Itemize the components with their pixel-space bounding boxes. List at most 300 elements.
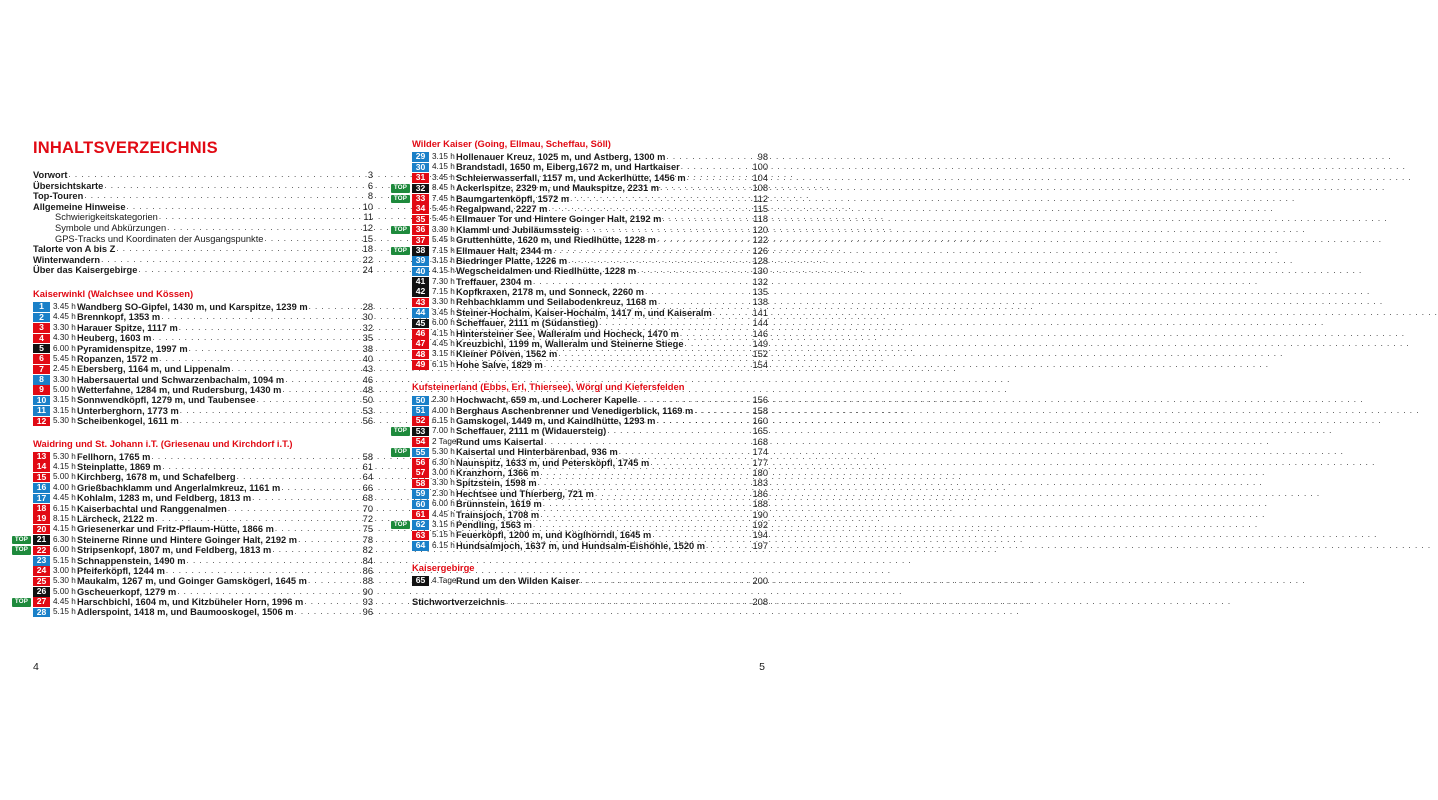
dot-leader (607, 426, 751, 436)
tour-number-badge: 20 (33, 525, 50, 535)
tour-page: 112 (753, 193, 768, 204)
tour-entry[interactable] (33, 302, 373, 312)
tour-number-badge: 24 (33, 566, 50, 576)
tour-number-badge: 40 (412, 267, 429, 277)
tour-number-badge: 9 (33, 385, 50, 395)
dot-leader (159, 354, 362, 364)
dot-leader (156, 514, 362, 524)
tour-page: 197 (752, 540, 768, 551)
tour-label: Lärcheck, 2122 m (77, 513, 155, 524)
tour-duration: 5.45 h (432, 235, 455, 245)
toc-entry-label: Top-Touren (33, 191, 84, 202)
toc-entry-page: 12 (362, 222, 373, 233)
toc-entry-label: Vorwort (33, 170, 68, 180)
dot-leader (540, 510, 751, 520)
toc-entry[interactable] (33, 234, 373, 245)
tour-duration: 5.30 h (432, 447, 455, 457)
tour-entry[interactable] (412, 277, 768, 287)
tour-number-badge: 2 (33, 313, 50, 323)
tour-page: 61 (362, 462, 373, 473)
tour-duration: 5.30 h (53, 576, 76, 586)
tour-label: Schnappenstein, 1490 m (77, 555, 186, 566)
dot-leader (570, 194, 752, 204)
tour-page: 72 (362, 513, 373, 524)
tour-entry[interactable] (33, 354, 373, 364)
tour-entry[interactable] (33, 323, 373, 333)
tour-label: Gamskogel, 1449 m, und Kaindlhütte, 1293 m (456, 415, 656, 426)
dot-leader (580, 576, 751, 586)
tour-number-badge: 61 (412, 510, 429, 520)
tour-page: 68 (362, 493, 373, 504)
tour-entry[interactable] (412, 329, 768, 339)
toc-entry[interactable] (33, 170, 373, 181)
tour-label: Hechtsee und Thierberg, 721 m (456, 488, 594, 499)
dot-leader (595, 489, 752, 499)
tour-label: Hintersteiner See, Walleralm und Hocheck, 1470 m (456, 328, 679, 339)
dot-leader (116, 244, 361, 255)
toc-entry[interactable] (33, 191, 373, 202)
tour-duration: 4.15 h (432, 266, 455, 276)
tour-entry[interactable] (33, 406, 373, 416)
tour-label: Maukalm, 1267 m, und Goinger Gamskögerl, 1645 m (77, 576, 307, 587)
dot-leader (568, 256, 751, 266)
tour-label: Regalpwand, 2227 m (456, 203, 548, 214)
tour-page: 138 (752, 297, 768, 308)
tour-entry[interactable] (33, 416, 373, 426)
tour-page: 115 (753, 203, 768, 214)
dot-leader (657, 235, 752, 245)
tour-duration: 5.15 h (53, 607, 76, 617)
tour-duration: 5.15 h (53, 555, 76, 565)
tour-label: Scheffauer, 2111 m (Südanstieg) (456, 318, 599, 329)
tour-number-badge: 41 (412, 277, 429, 287)
dot-leader (272, 545, 361, 555)
tour-number-badge: 23 (33, 556, 50, 566)
tour-duration: 3.15 h (432, 349, 455, 359)
tour-entry[interactable] (412, 349, 768, 359)
tour-duration: 3.45 h (432, 172, 455, 182)
tour-number-badge: 45 (412, 319, 429, 329)
dot-leader (281, 483, 361, 493)
tour-number-badge: 43 (412, 298, 429, 308)
tour-page: 200 (752, 576, 768, 587)
tour-page: 190 (752, 509, 768, 520)
tour-number-badge: 8 (33, 375, 50, 385)
tour-page: 188 (752, 499, 768, 510)
top-tour-badge: TOP (12, 546, 31, 555)
toc-entry-stichwortverzeichnis[interactable] (412, 597, 768, 607)
tour-entry[interactable] (412, 458, 768, 468)
toc-entry-page: 6 (367, 180, 373, 191)
tour-label: Pyramidenspitze, 1997 m (77, 343, 188, 354)
tour-entry[interactable] (412, 360, 768, 370)
tour-page: 132 (752, 276, 768, 287)
tour-list-kufsteinerland (393, 394, 768, 551)
tour-entry[interactable] (412, 297, 768, 307)
tour-entry[interactable] (14, 596, 373, 608)
tour-page: 100 (752, 162, 768, 173)
tour-duration: 6.30 h (432, 457, 455, 467)
tour-number-badge: 63 (412, 531, 429, 541)
tour-entry[interactable] (33, 452, 373, 462)
tour-duration: 5.45 h (432, 214, 455, 224)
toc-title: INHALTSVERZEICHNIS (33, 139, 218, 157)
tour-duration: 3.15 h (53, 405, 76, 415)
tour-label: Baumgartenköpfl, 1572 m (456, 193, 570, 204)
dot-leader (308, 576, 362, 586)
tour-label: Treffauer, 2304 m (456, 276, 532, 287)
tour-entry[interactable] (393, 244, 768, 256)
tour-number-badge: 11 (33, 406, 50, 416)
dot-leader (599, 318, 751, 328)
tour-page: 88 (362, 576, 373, 587)
tour-page: 130 (752, 266, 768, 277)
top-tour-badge: TOP (391, 195, 410, 204)
dot-leader (159, 212, 363, 223)
tour-entry[interactable] (393, 192, 768, 204)
toc-entry[interactable] (33, 202, 373, 213)
toc-entry[interactable] (33, 223, 373, 234)
toc-entry[interactable] (33, 255, 373, 266)
tour-list-kaiserwinkl (33, 302, 373, 427)
tour-entry[interactable] (412, 530, 768, 540)
dot-leader (179, 323, 362, 333)
dot-leader (252, 493, 362, 503)
region-heading-waidring: Waidring und St. Johann i.T. (Griesenau und Kirchdorf i.T.) (33, 437, 293, 449)
tour-duration: 6.15 h (432, 540, 455, 550)
tour-duration: 4.15 h (432, 328, 455, 338)
tour-number-badge: 13 (33, 452, 50, 462)
tour-number-badge: 53 (412, 427, 429, 437)
tour-entry[interactable] (412, 173, 768, 183)
top-tour-badge: TOP (391, 427, 410, 436)
tour-duration: 3.15 h (432, 152, 455, 161)
tour-number-badge: 56 (412, 458, 429, 468)
tour-label: Sonnwendköpfl, 1279 m, und Taubensee (77, 395, 256, 406)
tour-duration: 3.30 h (53, 374, 76, 384)
tour-label: Hollenauer Kreuz, 1025 m, und Astberg, 1300 m (456, 152, 666, 162)
top-tour-badge: TOP (391, 184, 410, 193)
tour-label: Schleierwasserfall, 1157 m, und Ackerlhütte, 1456 m (456, 172, 686, 183)
dot-leader (275, 524, 362, 534)
dot-leader (548, 204, 752, 214)
tour-label: Rehbachklamm und Seilabodenkreuz, 1168 m (456, 297, 657, 308)
tour-number-badge: 4 (33, 334, 50, 344)
tour-label: Steinplatte, 1869 m (77, 462, 162, 473)
tour-page: 40 (362, 353, 373, 364)
dot-leader (660, 183, 751, 193)
tour-page: 75 (362, 524, 373, 535)
dot-leader (645, 287, 751, 297)
tour-duration: 3.30 h (432, 297, 455, 307)
dot-leader (298, 535, 362, 545)
toc-entry-page: 10 (362, 201, 373, 212)
tour-entry[interactable] (33, 483, 373, 493)
toc-entry[interactable] (33, 265, 373, 276)
tour-entry[interactable] (412, 308, 768, 318)
toc-entry-label: Winterwandern (33, 254, 101, 265)
toc-entry[interactable] (33, 244, 373, 255)
tour-number-badge: 51 (412, 406, 429, 416)
tour-duration: 5.45 h (53, 353, 76, 363)
tour-entry[interactable] (412, 576, 768, 586)
tour-duration: 6.15 h (432, 359, 455, 369)
tour-entry[interactable] (33, 462, 373, 472)
tour-entry[interactable] (412, 214, 768, 224)
dot-leader (652, 530, 751, 540)
tour-number-badge: 22 (33, 546, 50, 556)
dot-leader (231, 364, 361, 374)
tour-entry[interactable] (33, 364, 373, 374)
tour-page: 174 (752, 447, 768, 458)
tour-entry[interactable] (412, 416, 768, 426)
tour-page: 46 (362, 374, 373, 385)
dot-leader (187, 556, 362, 566)
toc-entry-page: 24 (362, 265, 373, 276)
tour-entry[interactable] (412, 204, 768, 214)
dot-leader (264, 234, 361, 245)
tour-list-kaisergebirge (412, 576, 768, 586)
tour-page: 82 (362, 545, 373, 556)
tour-page: 165 (752, 426, 768, 437)
dot-leader (506, 597, 751, 607)
dot-leader (189, 344, 362, 354)
tour-number-badge: 12 (33, 417, 50, 427)
tour-label: Berghaus Aschenbrenner und Venedigerblick, 1169 m (456, 405, 694, 416)
tour-duration: 3.45 h (53, 301, 76, 311)
tour-duration: 5.45 h (432, 203, 455, 213)
tour-entry[interactable] (33, 556, 373, 566)
dot-leader (680, 329, 752, 339)
tour-duration: 5.00 h (53, 586, 76, 596)
tour-entry[interactable] (33, 472, 373, 482)
tour-entry[interactable] (33, 576, 373, 586)
tour-label: Hochwacht, 659 m, und Locherer Kapelle (456, 395, 638, 406)
tour-duration: 3.30 h (432, 224, 455, 234)
tour-page: 104 (752, 172, 768, 183)
top-tour-badge: TOP (391, 247, 410, 256)
dot-leader (294, 607, 361, 617)
tour-label: Ackerlspitze, 2329 m, und Maukspitze, 2231 m (456, 183, 660, 194)
tour-label: Ellmauer Tor und Hintere Goinger Halt, 2192 m (456, 214, 662, 225)
toc-entry[interactable] (33, 181, 373, 192)
tour-page: 183 (752, 478, 768, 489)
tour-entry[interactable] (393, 425, 768, 437)
tour-page: 154 (752, 359, 768, 370)
tour-label: Griesenerkar und Fritz-Pflaum-Hütte, 1866 m (77, 524, 274, 535)
tour-entry[interactable] (33, 587, 373, 597)
toc-entry-page: 18 (362, 244, 373, 255)
tour-page: 90 (362, 586, 373, 597)
tour-page: 149 (752, 339, 768, 350)
tour-label: Spitzstein, 1598 m (456, 478, 537, 489)
tour-entry[interactable] (412, 318, 768, 328)
tour-label: Hohe Salve, 1829 m (456, 359, 543, 370)
dot-leader (666, 152, 756, 162)
dot-leader (104, 181, 367, 192)
tour-entry[interactable] (33, 312, 373, 322)
tour-number-badge: 15 (33, 473, 50, 483)
tour-entry[interactable] (412, 266, 768, 276)
tour-page: 78 (362, 534, 373, 545)
tour-label: Kopfkraxen, 2178 m, und Sonneck, 2260 m (456, 287, 645, 298)
tour-number-badge: 60 (412, 500, 429, 510)
top-tour-badge: TOP (12, 536, 31, 545)
tour-label: Wegscheidalmen und Riedlhütte, 1228 m (456, 266, 637, 277)
dot-leader (68, 170, 366, 181)
tour-label: Gruttenhütte, 1620 m, und Riedlhütte, 1228 m (456, 235, 656, 246)
tour-entry[interactable] (393, 182, 768, 194)
tour-duration: 7.00 h (432, 426, 455, 436)
tour-entry[interactable] (412, 499, 768, 509)
tour-page: 152 (752, 349, 768, 360)
toc-entry-label: Symbole und Abkürzungen (55, 222, 167, 233)
dot-leader (553, 246, 751, 256)
left-column (14, 138, 373, 618)
tour-entry[interactable] (33, 504, 373, 514)
tour-entry[interactable] (33, 333, 373, 343)
tour-duration: 4.45 h (432, 339, 455, 349)
tour-page: 146 (752, 328, 768, 339)
tour-entry[interactable] (33, 524, 373, 534)
dot-leader (180, 416, 362, 426)
tour-duration: 5.00 h (53, 385, 76, 395)
tour-entry[interactable] (33, 375, 373, 385)
dot-leader (543, 499, 752, 509)
tour-number-badge: 57 (412, 468, 429, 478)
tour-page: 86 (362, 565, 373, 576)
tour-number-badge: 26 (33, 587, 50, 597)
dot-leader (161, 312, 361, 322)
tour-label: Biedringer Platte, 1226 m (456, 255, 568, 266)
tour-page: 84 (362, 555, 373, 566)
tour-entry[interactable] (393, 224, 768, 235)
tour-entry[interactable] (412, 395, 768, 405)
tour-duration: 2.45 h (53, 364, 76, 374)
region-heading-kaisergebirge: Kaisergebirge (412, 562, 475, 574)
tour-label: Kranzhorn, 1366 m (456, 467, 540, 478)
tour-entry[interactable] (412, 468, 768, 478)
dot-leader (650, 458, 751, 468)
tour-label: Harschbichl, 1604 m, und Kitzbüheler Horn, 1996 m (77, 597, 304, 608)
tour-number-badge: 44 (412, 308, 429, 318)
dot-leader (619, 447, 752, 457)
tour-page: 122 (752, 235, 768, 246)
tour-entry[interactable] (412, 152, 768, 162)
tour-page: 32 (362, 322, 373, 333)
tour-duration: 7.30 h (432, 276, 455, 286)
dot-leader (282, 385, 361, 395)
tour-number-badge: 36 (412, 225, 429, 235)
tour-entry[interactable] (14, 534, 373, 545)
tour-entry[interactable] (412, 256, 768, 266)
left-page (0, 0, 400, 800)
tour-duration: 5.30 h (53, 451, 76, 461)
tour-entry[interactable] (33, 395, 373, 405)
tour-entry[interactable] (33, 493, 373, 503)
tour-duration: 4.45 h (53, 493, 76, 503)
dot-leader (126, 202, 361, 213)
tour-duration: 8.45 h (432, 183, 455, 193)
toc-entry-page: 22 (362, 254, 373, 265)
tour-entry[interactable] (412, 541, 768, 551)
tour-label: Kleiner Pölven, 1562 m (456, 349, 558, 360)
tour-entry[interactable] (33, 385, 373, 395)
dot-leader (180, 406, 362, 416)
dot-leader (152, 333, 361, 343)
tour-entry[interactable] (393, 446, 768, 458)
toc-entry[interactable] (33, 212, 373, 223)
tour-number-badge: 10 (33, 396, 50, 406)
dot-leader (687, 173, 752, 183)
tour-page: 177 (752, 457, 768, 468)
tour-duration: 6.00 h (53, 343, 76, 353)
tour-entry[interactable] (412, 489, 768, 499)
tour-page: 126 (752, 245, 768, 256)
tour-duration: 4.15 h (53, 462, 76, 472)
tour-page: 58 (362, 451, 373, 462)
tour-entry[interactable] (33, 344, 373, 354)
dot-leader (237, 472, 362, 482)
tour-entry[interactable] (412, 339, 768, 349)
tour-duration: 3.30 h (53, 322, 76, 332)
tour-number-badge: 18 (33, 504, 50, 514)
tour-label: Kaiserbachtal und Ranggenalmen (77, 503, 227, 514)
dot-leader (544, 437, 751, 447)
toc-entry-label: Stichwortverzeichnis (412, 597, 505, 608)
tour-page: 56 (362, 416, 373, 427)
tour-number-badge: 35 (412, 215, 429, 225)
tour-entry[interactable] (412, 235, 768, 245)
region-heading-kaiserwinkl: Kaiserwinkl (Walchsee und Kössen) (33, 287, 194, 299)
tour-entry[interactable] (33, 566, 373, 576)
tour-page: 168 (752, 436, 768, 447)
tour-duration: 4.45 h (53, 312, 76, 322)
tour-entry[interactable] (33, 607, 373, 617)
tour-entry[interactable] (393, 519, 768, 530)
tour-number-badge: 5 (33, 344, 50, 354)
tour-entry[interactable] (412, 510, 768, 520)
tour-entry[interactable] (412, 437, 768, 447)
tour-number-badge: 46 (412, 329, 429, 339)
tour-number-badge: 55 (412, 448, 429, 458)
tour-entry[interactable] (412, 287, 768, 297)
tour-label: Feuerköpfl, 1200 m, und Köglhörndl, 1645 m (456, 530, 652, 541)
dot-leader (533, 520, 752, 530)
tour-page: 160 (752, 415, 768, 426)
dot-leader (662, 214, 752, 224)
dot-leader (138, 265, 361, 276)
tour-duration: 7.15 h (432, 287, 455, 297)
toc-entry-page: 208 (752, 597, 768, 608)
tour-page: 180 (752, 467, 768, 478)
tour-label: Kohlalm, 1283 m, und Feldberg, 1813 m (77, 493, 252, 504)
toc-entry-label: Allgemeine Hinweise (33, 201, 126, 212)
tour-entry[interactable] (412, 478, 768, 488)
tour-number-badge: 59 (412, 489, 429, 499)
tour-entry[interactable] (412, 162, 768, 172)
tour-entry[interactable] (412, 406, 768, 416)
tour-label: Scheffauer, 2111 m (Widauersteig) (456, 426, 607, 437)
tour-entry[interactable] (33, 514, 373, 524)
tour-page: 192 (752, 519, 768, 530)
tour-number-badge: 38 (412, 246, 429, 256)
tour-number-badge: 25 (33, 577, 50, 587)
tour-page: 93 (362, 597, 373, 608)
tour-label: Harauer Spitze, 1117 m (77, 322, 178, 333)
tour-entry[interactable] (14, 544, 373, 556)
tour-number-badge: 34 (412, 204, 429, 214)
